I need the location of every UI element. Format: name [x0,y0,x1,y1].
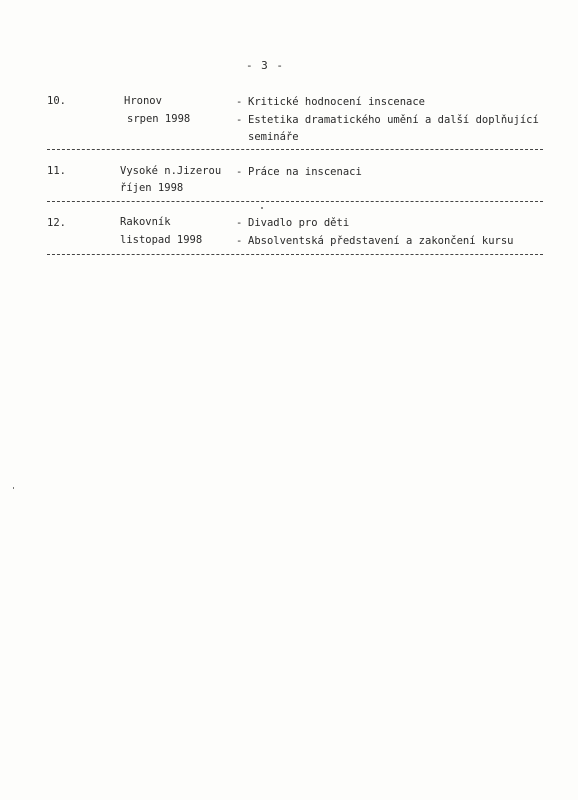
entry-item [236,96,425,108]
item-text: Práce na inscenaci [248,166,362,178]
entry-item [236,217,349,229]
dashed-divider [47,254,543,255]
entry-item [236,114,539,126]
dashed-divider [47,201,543,202]
item-text: Absolventská představení a zakončení kursu [248,235,514,247]
page-number: - 3 - [245,59,285,72]
entry-date: říjen 1998 [120,182,184,194]
paper-speck [13,487,14,489]
item-dash: - [236,114,243,126]
item-text: Estetika dramatického umění a další doplňující [248,114,539,126]
item-dash: - [236,96,243,108]
item-dash: - [236,166,243,178]
item-text: Divadlo pro děti [248,217,350,229]
dashed-divider [47,149,543,150]
entry-place: Vysoké n.Jizerou [120,165,222,177]
entry-number: 11. [47,165,66,177]
entry-place: Rakovník [120,216,171,228]
entry-number: 10. [47,95,66,107]
entry-date: srpen 1998 [127,113,191,125]
entry-item [236,235,514,247]
item-text: Kritické hodnocení inscenace [248,96,426,108]
entry-date: listopad 1998 [120,234,203,246]
item-dash: - [236,217,243,229]
entry-item [236,166,362,178]
entry-place: Hronov [124,95,162,107]
item-continuation: semináře [248,131,299,143]
entry-number: 12. [47,217,66,229]
paper-speck [261,207,263,209]
item-dash: - [236,235,243,247]
